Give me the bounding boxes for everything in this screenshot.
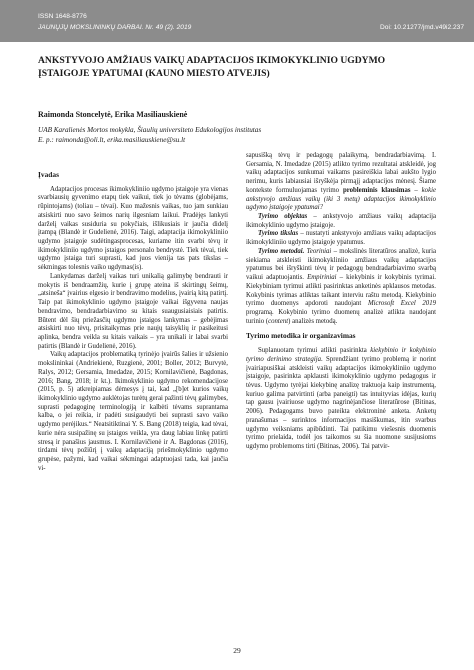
affiliation-block	[38, 125, 458, 145]
problem-label: probleminis klausimas	[342, 186, 411, 194]
paragraph: Lankydamas darželį vaikas turi unikalią galimybę bendrauti ir mokytis iš bendraamžių, kurie į grupę ateina iš skirtingų šeimų, „atsinešа“ įvairius elgesio ir bendravimo modelius, įvairią kitą patirtį. Taip pat ikimokyklinio ugdymo įstaigoje vaikai išgyvena naujas bendravimo, bendradarbiavimo su kitais suaugusiaisiais patirtis. Būtent dėl šių priežasčių ugdymo įstaigos lankymas – gebėjimas atsiskirti nuo tėvų, prisitaikymas prie naujų taisyklių ir pasikeitusi aplinka, bendra veikla su kitais vaikais – yra unikali ir labai svarbi patirtis (Blandė ir Gudelienė, 2016).	[38, 272, 228, 350]
affiliation: UAB Karalienės Mortos mokykla, Šiaulių universiteto Edukologijos institutas	[38, 126, 262, 134]
left-column	[38, 171, 228, 473]
paragraph	[246, 347, 436, 452]
object-text: – ankstyvojo amžiaus vaikų adaptacija ikimokyklinio ugdymo įstaigoje.	[246, 213, 436, 229]
paragraph: Vaikų adaptacijos problematiką tyrinėjo įvairūs šalies ir užsienio mokslininkai (Andriekienė, Ruzgienė, 2001; Boller, 2012; Burvytė, Ralys, 2012; Gersamia, Imedadze, 2015; Kornilavičienė, Bagdonas, 2016; Bang, 2018; ir kt.). Ikimokyklinio ugdymo rekomendacijose (2015, p. 5) atkreipiamas dėmesys į tai, kad „[b]et kurios vaikų ikimokyklinio ugdymo auklėtojas turėtų gerai pažinti tėvų galimybes, suprasti pedagoginę terminologiją ir kalbėti tėvams suprantama kalba, o jei reikia, ir padėti susigaudyti bei suprasti savo vaiko ugdymo perėjikus.“ Neatsitiktinai Y. S. Bang (2018) teigia, kad tėvai, kurie nėra susipažinę su įstaigos veikla, yra daug labiau linkę patirti stresą ir panašius jausmus. I. Kornilavičienė ir A. Bagdonas (2016), tirdami tėvų požiūrį į vaikų adaptaciją priešmokyklinio ugdymo grupėse, pažymi, kad vaikai sėkmingai adaptuojasi tada, kai jaučia vi-	[38, 351, 228, 472]
paragraph: sapusišką tėvų ir pedagogų palaikymą, bendradarbiavimą. I. Gersamia, N. Imedadze (2015) atlikto tyrimo rezultatai atskleidė, jog vaikų adaptacijos sunkumai vaikams pasireiškia labai aukšto lygio nerimu, kuris labiausiai išryškėja pirmąjį adaptacijos mėnesį. Šiame kontekste formuluojamas tyrimo probleminis klausimas – kokie ankstyvojo amžiaus vaikų (iki 3 metų) adaptacijos ikimokyklinio ugdymo įstaigoje ypatumai?	[246, 152, 436, 212]
research-object	[246, 213, 436, 230]
methods-label: Tyrimo metodai.	[258, 247, 305, 255]
methods-text: programą. Kokybinio tyrimo duomenų analizė atlikta naudojant turinio (	[246, 308, 436, 325]
section-heading-methodology: Tyrimo metodika ir organizavimas	[246, 331, 356, 341]
methods-excel: Microsoft Excel 2019	[367, 300, 437, 308]
methods-text: – mokslinės literatūros analizė, kuria siekiama atskleisti ikimokykliniio amžiaus vaikų adaptacijos ypatumus bei išryškinti tėvų ir pedagogų bendradarbiavimo svarbą vaikui adaptuojantis.	[246, 247, 437, 282]
paragraph-text: Suplanuotam tyrimui atlikti pasirinkta	[258, 347, 371, 355]
page-number: 29	[233, 646, 241, 655]
strategy-text: kiekybinio ir kokybinio tyrimo derinimo strategija	[246, 347, 437, 363]
aim-label: Tyrimo tikslas	[258, 230, 299, 238]
research-aim	[246, 230, 436, 247]
methods-empirical: Empiriniai	[307, 274, 337, 282]
article-title: ANKSTYVOJO AMŽIAUS VAIKŲ ADAPTACIJOS IKIMOKYKLINIO UGDYMO ĮSTAIGOJE YPATUMAI (KAUNO MIESTO ATVEJIS)	[38, 55, 386, 79]
paragraph: Adaptacijos procesas ikimokykliniio ugdymo įstaigoje yra vienas svarbiausių gyvenimo etapų tiek vaikui, tiek jo tėvams (globėjams, rūpintojams) (toliau – tėvai). Kuo mažesnis vaikas, tuo jam sunkiau atsiskirti nuo savo šeimos narių ilgesniam laikui. Pradėjęs lankyti darželį vaikas susiduria su pokyčiais, išlikusiais ir jaučia didelį įtampą (Blandė ir Gudelienė, 2016). Taigi, adaptacija ikimokykliniio ugdymo įstaigoje sudėtingasprocesas, kuriame itin svarbi tėvų ir ikimokykliniio ugdymo įstaigos personalo bendrystė. Tiek tėvai, tiek ugdymo įstaiga turi suprasti, kad juos vienija tas pats tikslas – sėkmingas tolesnis vaiko ugdymas(is).	[38, 185, 228, 272]
doi: Doi: 10.21277/jmd.v49i2.237	[380, 24, 464, 31]
paragraph-text: . Sprendžiant tyrimo problemą ir norint įvairiapusiškai atskleisti vaikų adaptacijos ikimokykliniio ugdymo įstaigoje, pasirinkta apklausti ikimokyklinio ugdymo pedagogus ir tėvus. Ugdymo tyrėjai kiekybinę analizę traktuoja kaip instrumentą, kuriuo galima patvirtinti (arba paneigti) tas intuityvias idėjas, kurių tap gausu įvairiuose ugdymo nagrinėjančiose literatūrose (Bitinas, 2006). Pedagogams buvo pateikta elektroninė anketa. Anketų pranašumas – surinktos informacijos masiškumas, itin svarbus ugdymo veiksniams apibūdinti. Tai patikimu viešesnis duomenis tyrimo prielaida, todėl jos taikomos su šia nuomone susijusioms ugdymo problemoms tirti (Bitinas, 2006). Tai patvir-	[246, 355, 437, 450]
emails: E. p.: raimonda@oli.lt, erika.masiliauskiene@su.lt	[38, 136, 186, 144]
right-column	[246, 152, 436, 452]
aim-text: – nustatyti ankstyvojo amžiaus vaikų adaptacijos ikimokykliniio ugdymo įstaigoje ypatumus.	[246, 230, 436, 247]
authors: Raimonda Stoncelytė, Erika Masiliauskienė	[38, 110, 188, 119]
methods-content: content	[268, 317, 289, 325]
issn: ISSN 1648-8776	[38, 13, 87, 20]
paragraph-text: sapusišką tėvų ir pedagogų palaikymą, bendradarbiavimą. I. Gersamia, N. Imedadze (2015) atlikto tyrimo rezultatai atskleidė, jog vaikų adaptacijos sunkumai vaikams pasireiškia labai aukšto lygio nerimu, kuris labiausiai išryškėja pirmąjį adaptacijos mėnesį. Šiame kontekste formuluojamas tyrimo	[246, 152, 436, 194]
object-label: Tyrimo objektas	[258, 213, 308, 221]
problem-question: kokie ankstyvojo amžiaus vaikų (iki 3 metų) adaptacijos ikimokyklinio ugdymo įstaigoje ypatumai?	[246, 186, 436, 212]
methods-theory: Teoriniai	[306, 247, 332, 255]
journal-name: JAUNŲJŲ MOKSLININKŲ DARBAI. Nr. 49 (2). 2019	[38, 24, 192, 31]
methods-text: ) analizės metodą.	[288, 317, 338, 325]
methods-text: – kiekybinis ir kokybinis tyrimai. Kiekybiniam tyrimui atlikti pasirinktas anketinės apklausos metodas. Kokybinis tyrimas atliktas taikant interviu raštu metodą. Kiekybinio tyrimo duomenys apdoroti naudojant	[246, 274, 436, 308]
journal-header	[0, 0, 474, 42]
section-heading-intro: Įvadas	[38, 170, 59, 179]
research-methods	[246, 248, 436, 326]
